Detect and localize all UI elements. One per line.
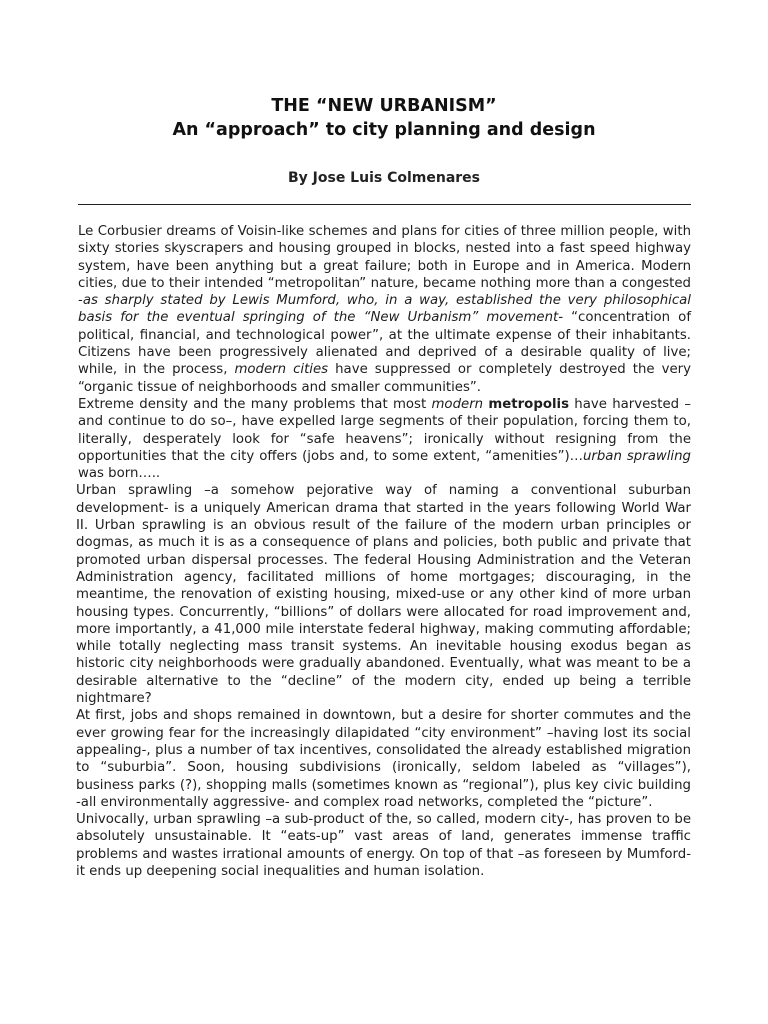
paragraph-3: Urban sprawling –a somehow pejorative way of naming a conventional suburban development- is a uniquely American drama that started in the years following World War II. Urban sprawling is an obvious result of the failure of the modern urban principles or dogmas, as much it is as a consequence of plans and policies, both public and private that promoted urban dispersal processes. The federal Housing Administration and the Veteran Administration agency, facilitated millions of home mortgages; discouraging, in the meantime, the renovation of existing housing, mixed-use or any other kind of more urban housing types. Concurrently, “billions” of dollars were allocated for road improvement and, more importantly, a 41,000 mile interstate federal highway, making commuting affordable; while totally neglecting mass transit systems. An inevitable housing exodus began as historic city neighborhoods were gradually abandoned. Eventually, what was meant to be a desirable alternative to the “decline” of the modern city, ended up being a terrible nightmare? bbox=[76, 483, 691, 707]
paragraph-1 bbox=[78, 223, 691, 396]
paragraph-2-italic-modern: modern bbox=[431, 396, 484, 412]
body-text bbox=[78, 223, 691, 880]
author-byline: By Jose Luis Colmenares bbox=[287, 170, 480, 186]
header-divider bbox=[78, 204, 691, 205]
paragraph-1-text-e: have suppressed or completely destroyed the very “organic tissue of neighborhoods and smaller communities”. bbox=[78, 362, 691, 395]
paragraph-1-italic-modern-cities: modern cities bbox=[234, 362, 329, 378]
paragraph-1-italic-quote: as sharply stated by Lewis Mumford, who, in a way, established the very philosophical basis for the eventual springing of the “New Urbanism” movement- bbox=[78, 293, 691, 326]
paragraph-5: Univocally, urban sprawling –a sub-product of the, so called, modern city-, has proven to be absolutely unsustainable. It “eats-up” vast areas of land, generates immense traffic problems and wastes irrational amounts of energy. On top of that –as foreseen by Mumford- it ends up deepening social inequalities and human isolation. bbox=[76, 812, 691, 879]
paragraph-2-bold-metropolis: metropolis bbox=[488, 396, 569, 412]
paragraph-4: At first, jobs and shops remained in downtown, but a desire for shorter commutes and the ever growing fear for the increasingly dilapidated “city environment” –having lost its social appealing-, plus a number of tax incentives, consolidated the already established migration to “suburbia”. Soon, housing subdivisions (ironically, seldom labeled as “villages”), business parks (?), shopping malls (sometimes known as “regional”), plus key civic building -all environmentally aggressive- and complex road networks, completed the “picture”. bbox=[76, 708, 691, 810]
paragraph-2 bbox=[78, 396, 691, 482]
paragraph-1-text-c: “concentration of political, financial, and technological power”, at the ultimate expense of their inhabitants. Citizens have been progressively alienated and deprived of a desirable quality of live; while, in the process, bbox=[78, 310, 691, 378]
paragraph-2-text-a: Extreme density and the many problems that most bbox=[78, 396, 432, 412]
paragraph-2-text-f: was born….. bbox=[78, 466, 161, 482]
paragraph-2-text-d: have harvested –and continue to do so–, have expelled large segments of their population, forcing them to, literally, desperately look for “safe heavens”; ironically without resigning from the opportunities that the city offers (jobs and, to some extent, “amenities”)… bbox=[78, 396, 692, 464]
document-title: THE “NEW URBANISM” bbox=[271, 96, 497, 116]
title-block bbox=[0, 94, 768, 142]
paragraph-1-text-a: Le Corbusier dreams of Voisin-like schemes and plans for cities of three million people, with sixty stories skyscrapers and housing grouped in blocks, nested into a fast speed highway system, have been anything but a great failure; both in Europe and in America. Modern cities, due to their intended “metropolitan” nature, became nothing more than a congested - bbox=[78, 224, 691, 309]
paragraph-2-italic-urban-sprawling: urban sprawling bbox=[582, 448, 691, 464]
document-subtitle: An “approach” to city planning and design bbox=[172, 120, 596, 140]
